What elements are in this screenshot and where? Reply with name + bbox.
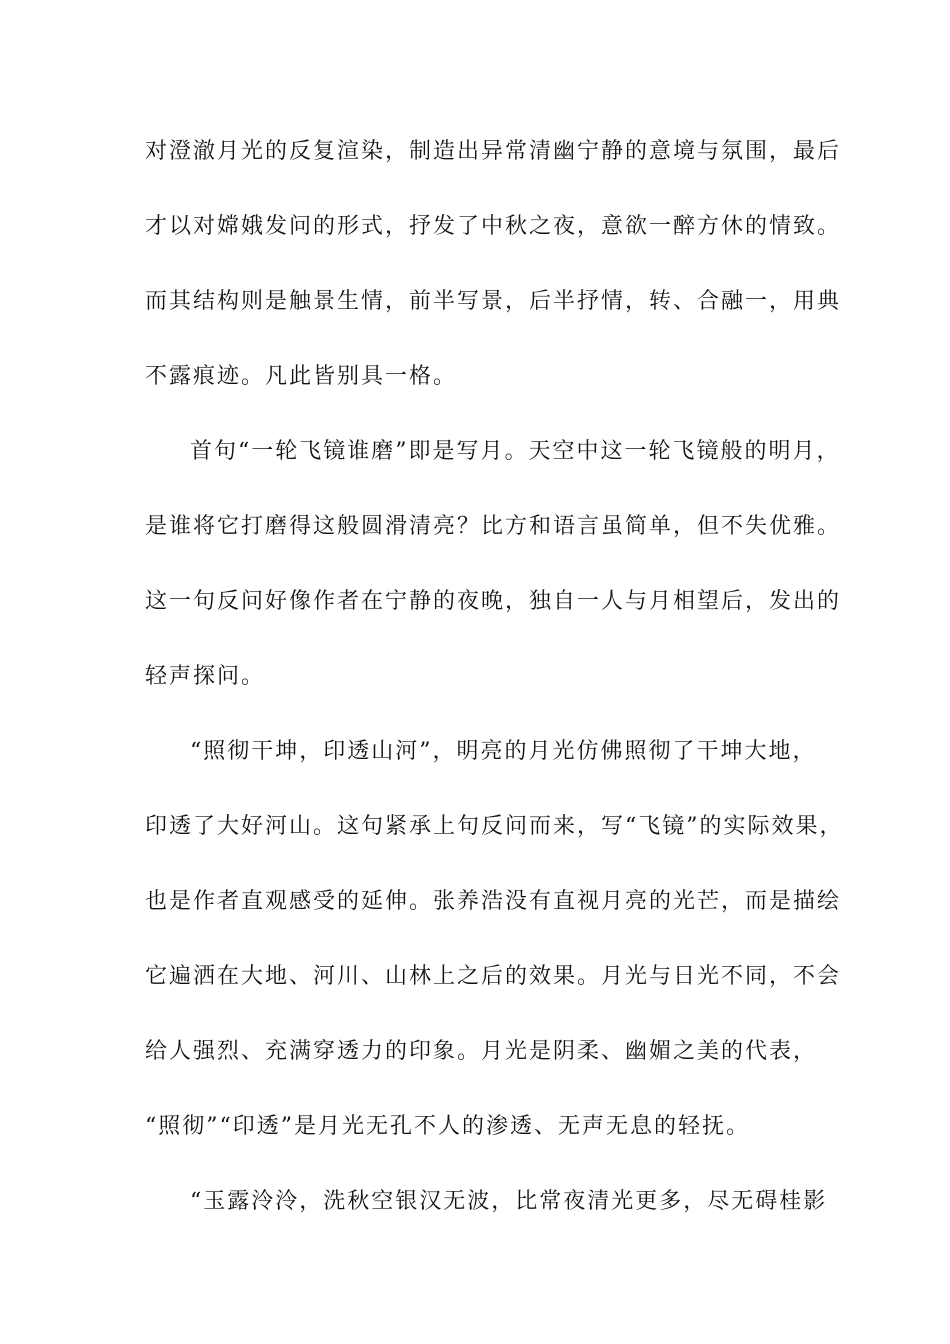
- paragraph-3-line-6: “照彻”“印透”是月光无孔不人的渗透、无声无息的轻抚。: [145, 1114, 750, 1139]
- paragraph-3-line-3: 也是作者直观感受的延伸。张养浩没有直视月亮的光芒，而是描绘: [145, 889, 842, 914]
- text-line-4: 不露痕迹。凡此皆别具一格。: [145, 364, 458, 389]
- text-line-3: 而其结构则是触景生情，前半写景，后半抒情，转、合融一，用典: [145, 289, 842, 314]
- paragraph-3-line-5: 给人强烈、充满穿透力的印象。月光是阴柔、幽媚之美的代表，: [145, 1039, 818, 1064]
- paragraph-2-line-4: 轻声探问。: [145, 664, 266, 689]
- paragraph-3-line-1: “照彻干坤，印透山河”，明亮的月光仿佛照彻了干坤大地，: [190, 739, 817, 764]
- paragraph-2-line-2: 是谁将它打磨得这般圆滑清亮？比方和语言虽简单，但不失优雅。: [145, 514, 842, 539]
- paragraph-2-line-1: 首句“一轮飞镜谁磨”即是写月。天空中这一轮飞镜般的明月，: [190, 439, 841, 464]
- paragraph-3-line-2: 印透了大好河山。这句紧承上句反问而来，写“飞镜”的实际效果，: [145, 814, 844, 839]
- paragraph-2-line-3: 这一句反问好像作者在宁静的夜晚，独自一人与月相望后，发出的: [145, 589, 842, 614]
- paragraph-4-line-1: “玉露泠泠，洗秋空银汉无波，比常夜清光更多，尽无碍桂影: [190, 1189, 828, 1214]
- text-line-1: 对澄澈月光的反复渲染，制造出异常清幽宁静的意境与氛围，最后: [145, 139, 842, 164]
- text-line-2: 才以对嫦娥发问的形式，抒发了中秋之夜，意欲一醉方休的情致。: [145, 214, 842, 239]
- paragraph-3-line-4: 它遍洒在大地、河川、山林上之后的效果。月光与日光不同，不会: [145, 964, 842, 989]
